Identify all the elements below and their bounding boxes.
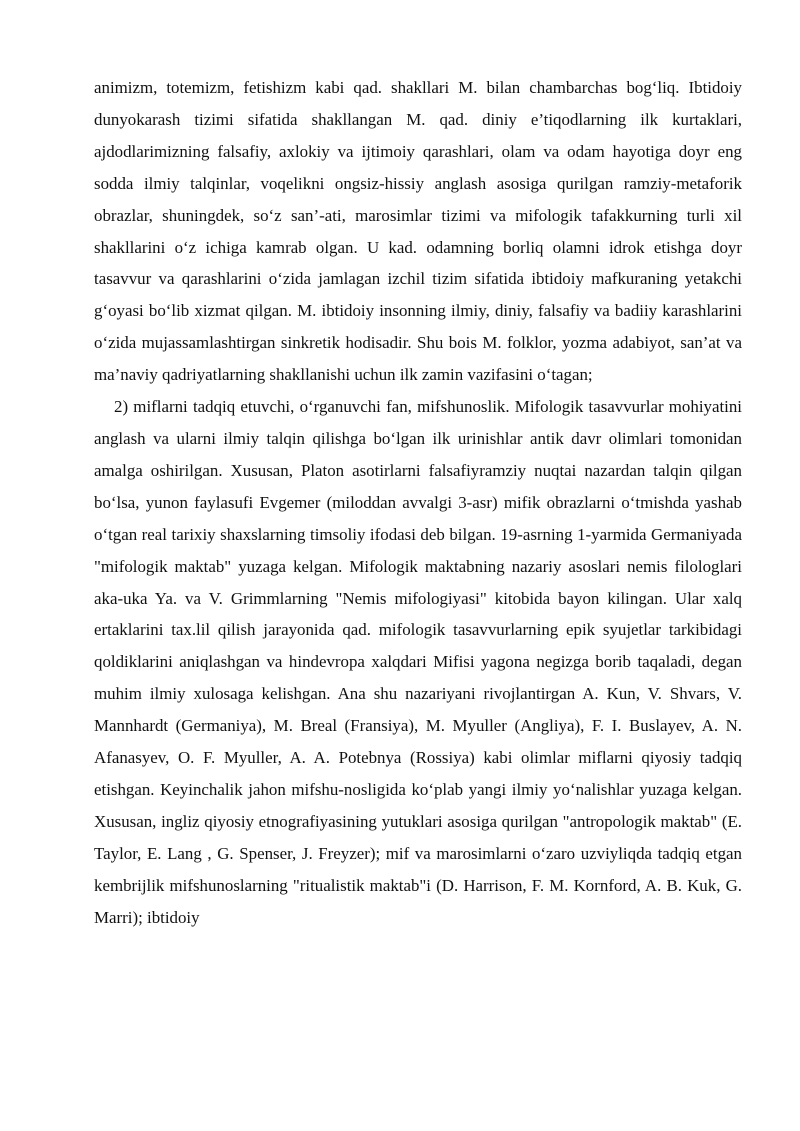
paragraph-mythology-studies: 2) miflarni tadqiq etuvchi, o‘rganuvchi fan, mifshunoslik. Mifologik tasavvurlar mohiyatini anglash va ularni ilmiy talqin qilishga bo‘lgan ilk urinishlar antik davr olimlari tomonidan amalga oshirilgan. Xususan, Platon asotirlarni falsafiyramziy nuqtai nazardan talqin qilgan bo‘lsa, yunon faylasufi Evgemer (miloddan avvalgi 3-asr) mifik obrazlarni o‘tmishda yashab o‘tgan real tarixiy shaxslarning timsoliy ifodasi deb bilgan. 19-asrning 1-yarmida Germaniyada "mifologik maktab" yuzaga kelgan. Mifologik maktabning nazariy asoslari nemis filologlari aka-uka Ya. va V. Grimmlarning "Nemis mifologiyasi" kitobida bayon kilingan. Ular xalq ertaklarini tax.lil qilish jarayonida qad. mifologik tasavvurlarning epik syujetlar tarkibidagi qoldiklarini aniqlashgan va hindevropa xalqdari Mifisi yagona negizga borib taqaladi, degan muhim ilmiy xulosaga kelishgan. Ana shu nazariyani rivojlantirgan A. Kun, V. Shvars, V. Mannhardt (Germaniya), M. Breal (Fransiya), M. Myuller (Angliya), F. I. Buslayev, A. N. Afanasyev, O. F. Myuller, A. A. Potebnya (Rossiya) kabi olimlar miflarni qiyosiy tadqiq etishgan. Keyinchalik jahon mifshu-nosligida ko‘plab yangi ilmiy yo‘nalishlar yuzaga kelgan. Xususan, ingliz qiyosiy etnografiyasining yutuklari asosiga qurilgan "antropologik maktab" (E. Taylor, E. Lang , G. Spenser, J. Freyzer); mif va marosimlarni o‘zaro uzviyliqda tadqiq etgan kembrijlik mifshunoslarning "ritualistik maktab"i (D. Harrison, F. M. Kornford, A. B. Kuk, G. Marri); ibtidoiy	[94, 397, 742, 927]
paragraph-continuation: animizm, totemizm, fetishizm kabi qad. shakllari M. bilan chambarchas bog‘liq. Ibtidoiy dunyokarash tizimi sifatida shakllangan M. qad. diniy e’tiqodlarning ilk kurtaklari, ajdodlarimizning falsafiy, axlokiy va ijtimoiy qarashlari, olam va odam hayotiga doyr eng sodda ilmiy talqinlar, voqelikni ongsiz-hissiy anglash asosiga qurilgan ramziy-metaforik obrazlar, shuningdek, so‘z san’-ati, marosimlar tizimi va mifologik tafakkurning turli xil shakllarini o‘z ichiga kamrab olgan. U kad. odamning borliq olamni idrok etishga doyr tasavvur va qarashlarini o‘zida jamlagan izchil tizim sifatida ibtidoiy mafkuraning yetakchi g‘oyasi bo‘lib xizmat qilgan. M. ibtidoiy insonning ilmiy, diniy, falsafiy va badiiy karashlarini o‘zida mujassamlashtirgan sinkretik hodisadir. Shu bois M. folklor, yozma adabiyot, san’at va ma’naviy qadriyatlarning shakllanishi uchun ilk zamin vazifasini o‘tagan;	[94, 78, 742, 385]
document-page	[94, 72, 742, 933]
